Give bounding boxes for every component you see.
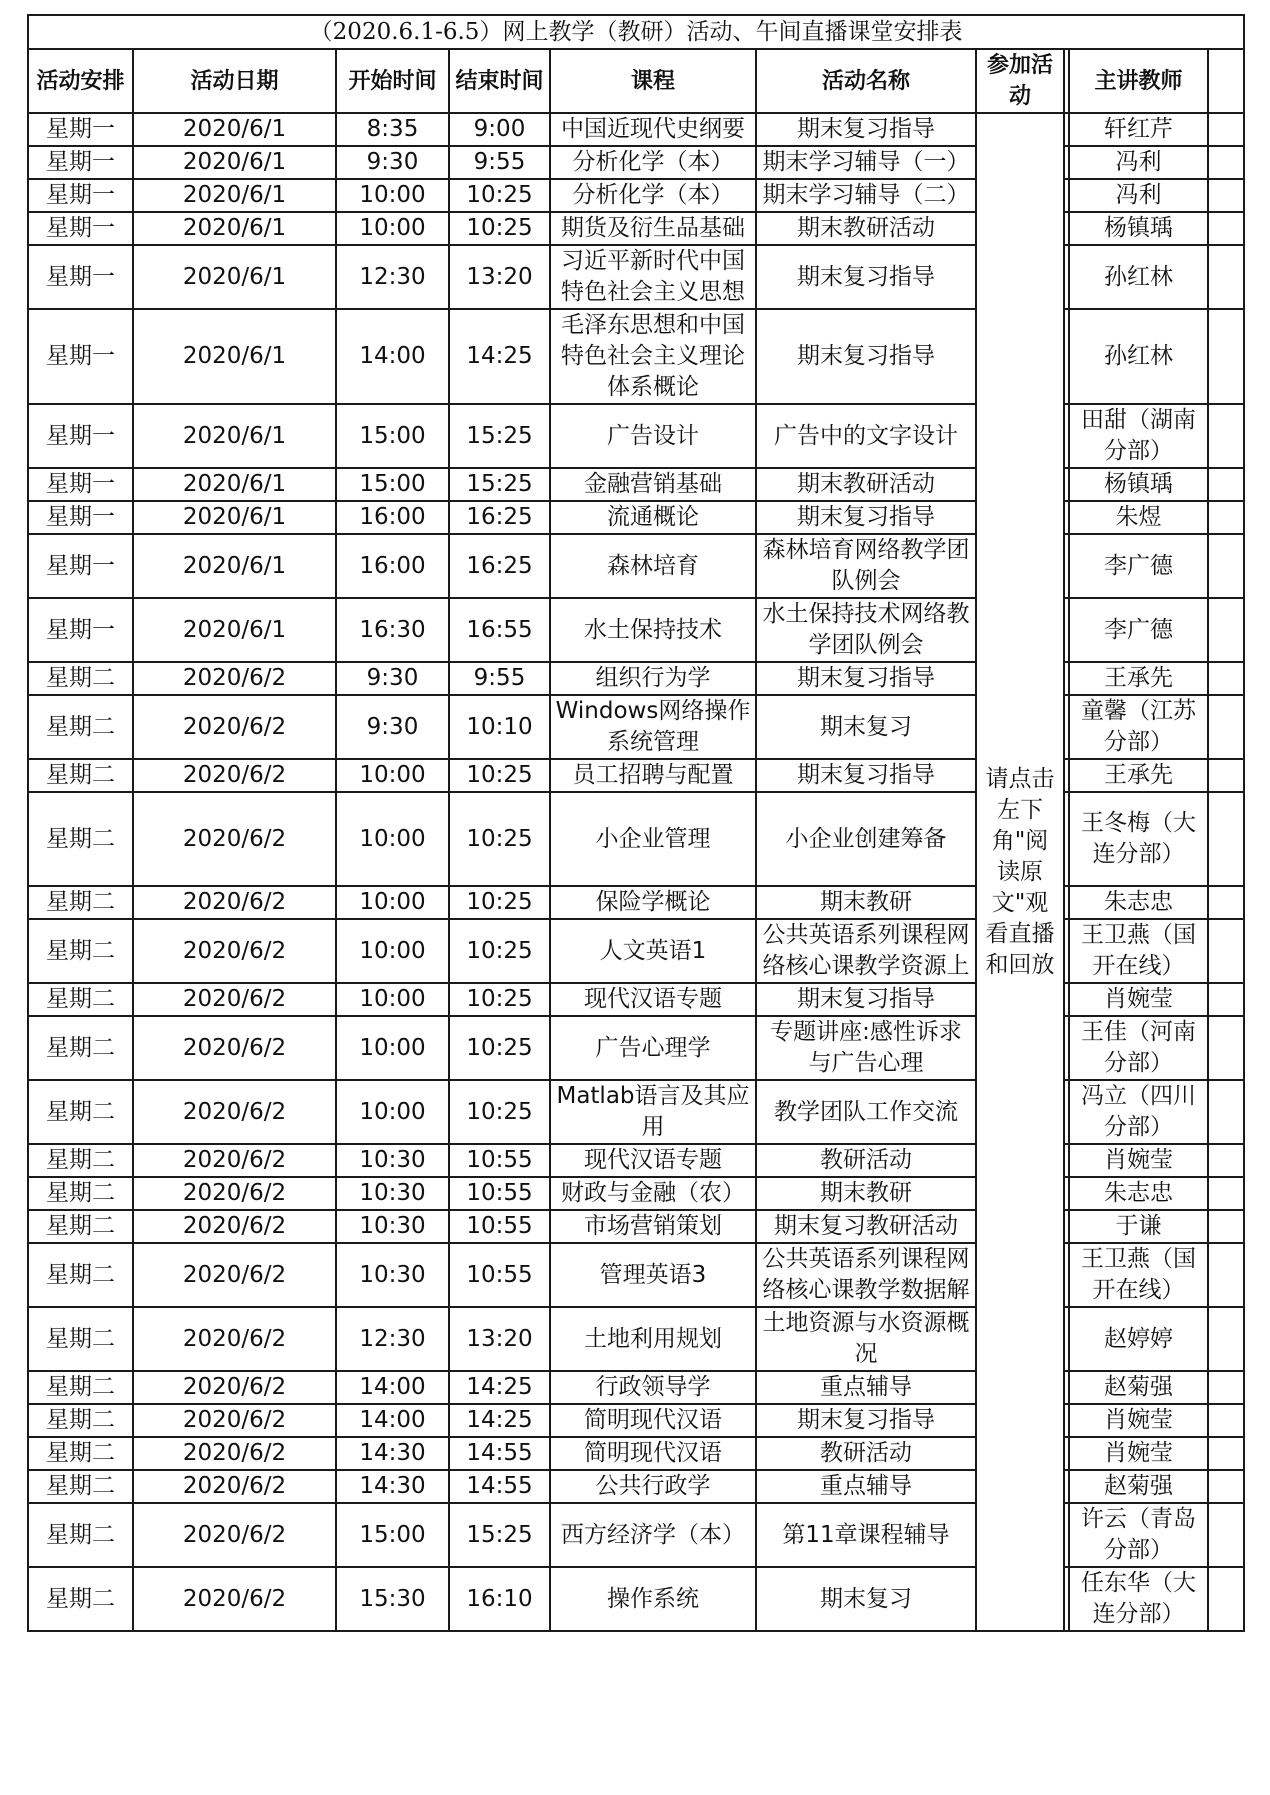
column-gap: [1208, 49, 1244, 113]
teacher-cell: 轩红芹: [1069, 113, 1208, 146]
day-cell: 星期二: [28, 1210, 133, 1243]
date-cell: 2020/6/2: [133, 1080, 336, 1144]
header-row: [28, 49, 1244, 113]
column-gap: [1208, 983, 1244, 1016]
teacher-cell: 肖婉莹: [1069, 1144, 1208, 1177]
activity-cell: 期末学习辅导（二）: [756, 179, 976, 212]
activity-text: 公共英语系列课程网络核心课教学数据解: [762, 1246, 970, 1303]
column-gap: [1208, 695, 1244, 759]
activity-cell: 期末复习指导: [756, 759, 976, 792]
activity-cell: 期末复习指导: [756, 501, 976, 534]
date-cell: 2020/6/1: [133, 245, 336, 309]
activity-cell: 期末学习辅导（一）: [756, 146, 976, 179]
activity-cell: 专题讲座:感性诉求与广告心理: [756, 1016, 976, 1080]
end-time-cell: 15:25: [449, 1503, 550, 1567]
date-cell: 2020/6/2: [133, 759, 336, 792]
date-cell: 2020/6/2: [133, 1243, 336, 1307]
activity-cell: 教研活动: [756, 1437, 976, 1470]
join-activity-cell: 请点击左下角"阅读原文"观看直播和回放: [976, 113, 1064, 1631]
end-time-cell: 10:25: [449, 1016, 550, 1080]
date-cell: 2020/6/2: [133, 919, 336, 983]
activity-cell: 期末复习教研活动: [756, 1210, 976, 1243]
course-cell: 习近平新时代中国特色社会主义思想: [550, 245, 756, 309]
date-cell: 2020/6/2: [133, 1016, 336, 1080]
start-time-cell: 15:00: [336, 404, 449, 468]
date-cell: 2020/6/2: [133, 1437, 336, 1470]
course-cell: 行政领导学: [550, 1371, 756, 1404]
teacher-cell: 许云（青岛分部）: [1069, 1503, 1208, 1567]
day-cell: 星期二: [28, 695, 133, 759]
column-gap: [1208, 501, 1244, 534]
teacher-cell: 童馨（江苏分部）: [1069, 695, 1208, 759]
activity-text: 公共英语系列课程网络核心课教学资源上: [762, 922, 970, 979]
activity-cell: 第11章课程辅导: [756, 1503, 976, 1567]
start-time-cell: 10:00: [336, 1080, 449, 1144]
end-time-cell: 9:00: [449, 113, 550, 146]
end-time-cell: 13:20: [449, 245, 550, 309]
course-cell: 分析化学（本）: [550, 146, 756, 179]
start-time-cell: 14:30: [336, 1470, 449, 1503]
activity-cell: 小企业创建筹备: [756, 792, 976, 886]
column-header: 活动日期: [133, 49, 336, 113]
column-gap: [1208, 759, 1244, 792]
activity-cell: [756, 1243, 976, 1307]
start-time-cell: 10:30: [336, 1243, 449, 1307]
teacher-cell: 任东华（大连分部）: [1069, 1567, 1208, 1631]
date-cell: 2020/6/2: [133, 792, 336, 886]
end-time-cell: 9:55: [449, 146, 550, 179]
day-cell: 星期一: [28, 468, 133, 501]
column-gap: [1208, 1177, 1244, 1210]
column-gap: [1208, 919, 1244, 983]
activity-cell: [756, 919, 976, 983]
start-time-cell: 10:00: [336, 886, 449, 919]
day-cell: 星期一: [28, 212, 133, 245]
date-cell: 2020/6/1: [133, 309, 336, 404]
teacher-cell: 朱志忠: [1069, 1177, 1208, 1210]
activity-cell: 期末复习: [756, 1567, 976, 1631]
end-time-cell: 10:25: [449, 919, 550, 983]
day-cell: 星期二: [28, 1404, 133, 1437]
start-time-cell: 10:30: [336, 1210, 449, 1243]
column-gap: [1208, 179, 1244, 212]
start-time-cell: 10:30: [336, 1177, 449, 1210]
end-time-cell: 10:25: [449, 983, 550, 1016]
end-time-cell: 16:10: [449, 1567, 550, 1631]
teacher-cell: 李广德: [1069, 598, 1208, 662]
activity-cell: 教学团队工作交流: [756, 1080, 976, 1144]
column-gap: [1208, 1210, 1244, 1243]
end-time-cell: 10:10: [449, 695, 550, 759]
column-gap: [1208, 1503, 1244, 1567]
date-cell: 2020/6/1: [133, 212, 336, 245]
course-cell: 广告心理学: [550, 1016, 756, 1080]
schedule-table: [27, 14, 1245, 1632]
end-time-cell: 9:55: [449, 662, 550, 695]
start-time-cell: 16:00: [336, 501, 449, 534]
day-cell: 星期二: [28, 662, 133, 695]
end-time-cell: 10:55: [449, 1177, 550, 1210]
course-cell: 公共行政学: [550, 1470, 756, 1503]
activity-cell: 期末教研: [756, 886, 976, 919]
teacher-cell: 于谦: [1069, 1210, 1208, 1243]
course-cell: 森林培育: [550, 534, 756, 598]
start-time-cell: 10:00: [336, 179, 449, 212]
day-cell: 星期一: [28, 309, 133, 404]
column-gap: [1208, 1567, 1244, 1631]
date-cell: 2020/6/2: [133, 1404, 336, 1437]
teacher-cell: 王承先: [1069, 662, 1208, 695]
date-cell: 2020/6/2: [133, 1307, 336, 1371]
column-header: 开始时间: [336, 49, 449, 113]
column-header: 活动名称: [756, 49, 976, 113]
end-time-cell: 16:25: [449, 501, 550, 534]
column-header: 主讲教师: [1069, 49, 1208, 113]
end-time-cell: 10:25: [449, 759, 550, 792]
column-gap: [1208, 309, 1244, 404]
course-cell: 金融营销基础: [550, 468, 756, 501]
activity-cell: 期末复习指导: [756, 983, 976, 1016]
day-cell: 星期二: [28, 886, 133, 919]
start-time-cell: 14:00: [336, 1371, 449, 1404]
column-gap: [1208, 1404, 1244, 1437]
teacher-cell: 王卫燕（国开在线）: [1069, 1243, 1208, 1307]
teacher-cell: 王卫燕（国开在线）: [1069, 919, 1208, 983]
day-cell: 星期二: [28, 919, 133, 983]
course-cell: 人文英语1: [550, 919, 756, 983]
date-cell: 2020/6/1: [133, 404, 336, 468]
course-cell: 西方经济学（本）: [550, 1503, 756, 1567]
teacher-cell: 田甜（湖南分部）: [1069, 404, 1208, 468]
activity-cell: 期末复习指导: [756, 245, 976, 309]
start-time-cell: 9:30: [336, 695, 449, 759]
activity-cell: 期末复习指导: [756, 309, 976, 404]
column-gap: [1208, 1243, 1244, 1307]
end-time-cell: 10:55: [449, 1210, 550, 1243]
day-cell: 星期一: [28, 113, 133, 146]
day-cell: 星期二: [28, 1177, 133, 1210]
teacher-cell: 杨镇瑀: [1069, 468, 1208, 501]
end-time-cell: 14:25: [449, 1404, 550, 1437]
day-cell: 星期二: [28, 1371, 133, 1404]
date-cell: 2020/6/1: [133, 179, 336, 212]
date-cell: 2020/6/1: [133, 113, 336, 146]
activity-text: 土地资源与水资源概况: [762, 1310, 970, 1367]
end-time-cell: 10:55: [449, 1243, 550, 1307]
end-time-cell: 14:25: [449, 1371, 550, 1404]
course-cell: 中国近现代史纲要: [550, 113, 756, 146]
date-cell: 2020/6/2: [133, 1470, 336, 1503]
column-gap: [1208, 1307, 1244, 1371]
teacher-cell: 肖婉莹: [1069, 1437, 1208, 1470]
day-cell: 星期二: [28, 1016, 133, 1080]
course-cell: 土地利用规划: [550, 1307, 756, 1371]
date-cell: 2020/6/2: [133, 1177, 336, 1210]
end-time-cell: 14:55: [449, 1437, 550, 1470]
column-gap: [1208, 1016, 1244, 1080]
day-cell: 星期二: [28, 1470, 133, 1503]
start-time-cell: 14:00: [336, 1404, 449, 1437]
start-time-cell: 10:00: [336, 919, 449, 983]
activity-cell: [756, 1307, 976, 1371]
course-cell: 组织行为学: [550, 662, 756, 695]
day-cell: 星期二: [28, 1144, 133, 1177]
end-time-cell: 15:25: [449, 468, 550, 501]
day-cell: 星期一: [28, 146, 133, 179]
teacher-cell: 赵菊强: [1069, 1371, 1208, 1404]
day-cell: 星期二: [28, 1437, 133, 1470]
course-cell: 现代汉语专题: [550, 1144, 756, 1177]
day-cell: 星期二: [28, 759, 133, 792]
end-time-cell: 14:25: [449, 309, 550, 404]
start-time-cell: 10:00: [336, 792, 449, 886]
column-gap: [1208, 1437, 1244, 1470]
course-cell: 毛泽东思想和中国特色社会主义理论体系概论: [550, 309, 756, 404]
column-gap: [1208, 1470, 1244, 1503]
teacher-cell: 赵婷婷: [1069, 1307, 1208, 1371]
end-time-cell: 10:25: [449, 886, 550, 919]
day-cell: 星期一: [28, 404, 133, 468]
day-cell: 星期二: [28, 1080, 133, 1144]
course-cell: 市场营销策划: [550, 1210, 756, 1243]
teacher-cell: 李广德: [1069, 534, 1208, 598]
day-cell: 星期一: [28, 501, 133, 534]
day-cell: 星期二: [28, 1567, 133, 1631]
teacher-cell: 孙红林: [1069, 309, 1208, 404]
course-cell: 操作系统: [550, 1567, 756, 1631]
day-cell: 星期二: [28, 1307, 133, 1371]
activity-cell: 期末复习: [756, 695, 976, 759]
end-time-cell: 10:55: [449, 1144, 550, 1177]
course-cell: 小企业管理: [550, 792, 756, 886]
day-cell: 星期一: [28, 179, 133, 212]
course-cell: Matlab语言及其应用: [550, 1080, 756, 1144]
table-row: [28, 113, 1244, 146]
teacher-cell: 王佳（河南分部）: [1069, 1016, 1208, 1080]
date-cell: 2020/6/2: [133, 695, 336, 759]
start-time-cell: 12:30: [336, 245, 449, 309]
day-cell: 星期一: [28, 598, 133, 662]
date-cell: 2020/6/2: [133, 662, 336, 695]
start-time-cell: 10:30: [336, 1144, 449, 1177]
start-time-cell: 15:00: [336, 1503, 449, 1567]
teacher-cell: 王承先: [1069, 759, 1208, 792]
date-cell: 2020/6/2: [133, 1210, 336, 1243]
day-cell: 星期二: [28, 983, 133, 1016]
activity-cell: 期末复习指导: [756, 1404, 976, 1437]
course-cell: 期货及衍生品基础: [550, 212, 756, 245]
start-time-cell: 10:00: [336, 983, 449, 1016]
end-time-cell: 16:55: [449, 598, 550, 662]
course-cell: 财政与金融（农）: [550, 1177, 756, 1210]
start-time-cell: 16:30: [336, 598, 449, 662]
start-time-cell: 16:00: [336, 534, 449, 598]
activity-cell: 重点辅导: [756, 1470, 976, 1503]
teacher-cell: 冯利: [1069, 179, 1208, 212]
date-cell: 2020/6/1: [133, 501, 336, 534]
page-title: （2020.6.1-6.5）网上教学（教研）活动、午间直播课堂安排表: [28, 15, 1244, 49]
column-header: 参加活动: [976, 49, 1064, 113]
day-cell: 星期二: [28, 792, 133, 886]
column-gap: [1208, 404, 1244, 468]
column-header: 结束时间: [449, 49, 550, 113]
start-time-cell: 10:00: [336, 1016, 449, 1080]
schedule-page: [27, 14, 1243, 1632]
teacher-cell: 王冬梅（大连分部）: [1069, 792, 1208, 886]
date-cell: 2020/6/2: [133, 886, 336, 919]
date-cell: 2020/6/2: [133, 983, 336, 1016]
course-cell: 简明现代汉语: [550, 1437, 756, 1470]
activity-cell: 期末教研活动: [756, 212, 976, 245]
date-cell: 2020/6/2: [133, 1567, 336, 1631]
column-header: 活动安排: [28, 49, 133, 113]
start-time-cell: 10:00: [336, 759, 449, 792]
course-cell: 分析化学（本）: [550, 179, 756, 212]
column-gap: [1208, 1371, 1244, 1404]
end-time-cell: 13:20: [449, 1307, 550, 1371]
end-time-cell: 15:25: [449, 404, 550, 468]
start-time-cell: 9:30: [336, 146, 449, 179]
course-cell: 流通概论: [550, 501, 756, 534]
end-time-cell: 10:25: [449, 179, 550, 212]
end-time-cell: 14:55: [449, 1470, 550, 1503]
teacher-cell: 冯立（四川分部）: [1069, 1080, 1208, 1144]
column-gap: [1208, 886, 1244, 919]
teacher-cell: 冯利: [1069, 146, 1208, 179]
column-gap: [1208, 534, 1244, 598]
day-cell: 星期一: [28, 245, 133, 309]
column-gap: [1208, 1080, 1244, 1144]
teacher-cell: 朱志忠: [1069, 886, 1208, 919]
column-header: 课程: [550, 49, 756, 113]
course-cell: 现代汉语专题: [550, 983, 756, 1016]
column-gap: [1208, 598, 1244, 662]
activity-cell: 广告中的文字设计: [756, 404, 976, 468]
course-cell: 水土保持技术: [550, 598, 756, 662]
end-time-cell: 10:25: [449, 1080, 550, 1144]
activity-cell: 森林培育网络教学团队例会: [756, 534, 976, 598]
course-cell: 管理英语3: [550, 1243, 756, 1307]
date-cell: 2020/6/2: [133, 1503, 336, 1567]
day-cell: 星期二: [28, 1503, 133, 1567]
date-cell: 2020/6/1: [133, 146, 336, 179]
column-gap: [1208, 468, 1244, 501]
column-gap: [1208, 1144, 1244, 1177]
column-gap: [1208, 113, 1244, 146]
activity-cell: 期末教研: [756, 1177, 976, 1210]
start-time-cell: 14:00: [336, 309, 449, 404]
activity-cell: 水土保持技术网络教学团队例会: [756, 598, 976, 662]
day-cell: 星期二: [28, 1243, 133, 1307]
activity-cell: 期末复习指导: [756, 113, 976, 146]
column-gap: [1208, 212, 1244, 245]
activity-cell: 期末教研活动: [756, 468, 976, 501]
end-time-cell: 10:25: [449, 212, 550, 245]
date-cell: 2020/6/1: [133, 534, 336, 598]
end-time-cell: 16:25: [449, 534, 550, 598]
start-time-cell: 10:00: [336, 212, 449, 245]
teacher-cell: 肖婉莹: [1069, 983, 1208, 1016]
start-time-cell: 12:30: [336, 1307, 449, 1371]
teacher-cell: 杨镇瑀: [1069, 212, 1208, 245]
activity-cell: 期末复习指导: [756, 662, 976, 695]
start-time-cell: 9:30: [336, 662, 449, 695]
date-cell: 2020/6/1: [133, 468, 336, 501]
date-cell: 2020/6/1: [133, 598, 336, 662]
date-cell: 2020/6/2: [133, 1144, 336, 1177]
column-gap: [1208, 146, 1244, 179]
activity-cell: 重点辅导: [756, 1371, 976, 1404]
start-time-cell: 8:35: [336, 113, 449, 146]
course-cell: 广告设计: [550, 404, 756, 468]
start-time-cell: 15:30: [336, 1567, 449, 1631]
start-time-cell: 14:30: [336, 1437, 449, 1470]
day-cell: 星期一: [28, 534, 133, 598]
teacher-cell: 朱煜: [1069, 501, 1208, 534]
date-cell: 2020/6/2: [133, 1371, 336, 1404]
teacher-cell: 孙红林: [1069, 245, 1208, 309]
course-cell: 简明现代汉语: [550, 1404, 756, 1437]
column-gap: [1208, 245, 1244, 309]
course-cell: Windows网络操作系统管理: [550, 695, 756, 759]
start-time-cell: 15:00: [336, 468, 449, 501]
activity-cell: 教研活动: [756, 1144, 976, 1177]
course-cell: 员工招聘与配置: [550, 759, 756, 792]
column-gap: [1208, 662, 1244, 695]
column-gap: [1208, 792, 1244, 886]
course-cell: 保险学概论: [550, 886, 756, 919]
end-time-cell: 10:25: [449, 792, 550, 886]
teacher-cell: 赵菊强: [1069, 1470, 1208, 1503]
teacher-cell: 肖婉莹: [1069, 1404, 1208, 1437]
